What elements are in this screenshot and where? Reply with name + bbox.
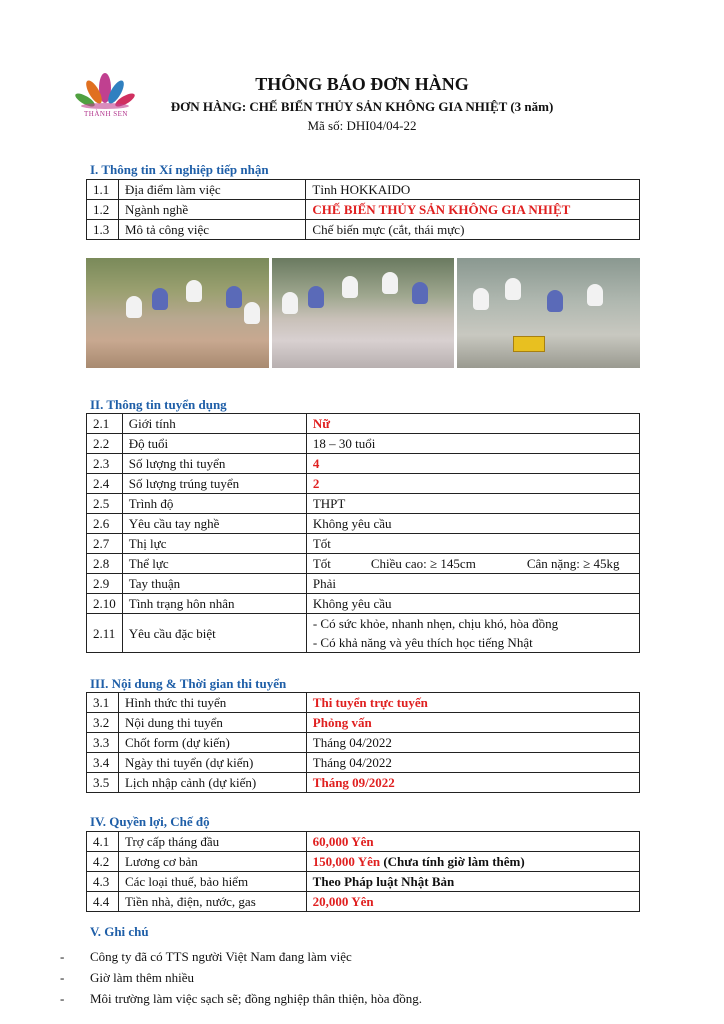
table-row xyxy=(87,554,640,574)
row-value: 60,000 Yên xyxy=(306,832,639,852)
salary-note: (Chưa tính giờ làm thêm) xyxy=(383,854,525,869)
row-number: 2.11 xyxy=(87,614,123,653)
row-value: Tháng 04/2022 xyxy=(306,753,639,773)
table-row xyxy=(87,594,640,614)
row-value xyxy=(306,614,639,653)
row-label: Tình trạng hôn nhân xyxy=(122,594,306,614)
row-number: 1.3 xyxy=(87,220,119,240)
factory-photo-3 xyxy=(457,258,640,368)
row-number: 2.8 xyxy=(87,554,123,574)
row-number: 3.5 xyxy=(87,773,119,793)
row-number: 2.6 xyxy=(87,514,123,534)
row-value: Tốt xyxy=(306,534,639,554)
table-row xyxy=(87,892,640,912)
row-number: 2.5 xyxy=(87,494,123,514)
section-2-table xyxy=(86,413,640,653)
bullet-dash: - xyxy=(60,991,65,1006)
row-value: Phỏng vấn xyxy=(306,713,639,733)
row-value: Không yêu cầu xyxy=(306,514,639,534)
row-label: Ngày thi tuyển (dự kiến) xyxy=(118,753,306,773)
table-row xyxy=(87,474,640,494)
row-label: Mô tả công việc xyxy=(118,220,305,240)
row-label: Chốt form (dự kiến) xyxy=(118,733,306,753)
row-label: Số lượng trúng tuyển xyxy=(122,474,306,494)
row-value: THPT xyxy=(306,494,639,514)
row-value: 18 – 30 tuổi xyxy=(306,434,639,454)
row-number: 4.3 xyxy=(87,872,119,892)
section-5-heading: V. Ghi chú xyxy=(90,924,149,939)
table-row xyxy=(87,414,640,434)
special-requirement-2: - Có khả năng và yêu thích học tiếng Nhật xyxy=(312,635,533,650)
row-label: Lịch nhập cảnh (dự kiến) xyxy=(118,773,306,793)
row-number: 2.1 xyxy=(87,414,123,434)
row-number: 2.9 xyxy=(87,574,123,594)
table-row xyxy=(87,454,640,474)
note-text: Môi trường làm việc sạch sẽ; đồng nghiệp thân thiện, hòa đồng. xyxy=(90,991,422,1006)
row-label: Ngành nghề xyxy=(118,200,305,220)
row-number: 3.2 xyxy=(87,713,119,733)
row-number: 4.1 xyxy=(87,832,119,852)
table-row xyxy=(87,494,640,514)
section-3-heading: III. Nội dung & Thời gian thi tuyển xyxy=(90,676,287,691)
factory-photo-2 xyxy=(272,258,455,368)
note-text: Công ty đã có TTS người Việt Nam đang làm việc xyxy=(90,949,352,964)
row-number: 4.4 xyxy=(87,892,119,912)
row-value: Thi tuyển trực tuyến xyxy=(306,693,639,713)
row-label: Trình độ xyxy=(122,494,306,514)
page-title: THÔNG BÁO ĐƠN HÀNG xyxy=(255,74,469,94)
table-row xyxy=(87,852,640,872)
row-value: 20,000 Yên xyxy=(306,892,639,912)
list-item xyxy=(60,967,422,988)
row-value: Nữ xyxy=(306,414,639,434)
row-label: Thể lực xyxy=(122,554,306,574)
row-number: 2.2 xyxy=(87,434,123,454)
section-2-heading: II. Thông tin tuyển dụng xyxy=(90,397,227,412)
row-number: 3.4 xyxy=(87,753,119,773)
height-requirement: Chiều cao: ≥ 145cm xyxy=(370,556,476,571)
row-label: Yêu cầu tay nghề xyxy=(122,514,306,534)
table-row xyxy=(87,872,640,892)
factory-photos xyxy=(86,258,640,368)
row-label: Giới tính xyxy=(122,414,306,434)
table-row xyxy=(87,832,640,852)
order-subtitle: ĐƠN HÀNG: CHẾ BIẾN THỦY SẢN KHÔNG GIA NHIỆT (3 năm) xyxy=(170,99,554,114)
section-4-table xyxy=(86,831,640,912)
row-value: Tháng 04/2022 xyxy=(306,733,639,753)
row-value xyxy=(306,554,639,574)
table-row xyxy=(87,574,640,594)
row-number: 1.2 xyxy=(87,200,119,220)
row-label: Địa điểm làm việc xyxy=(118,180,305,200)
table-row xyxy=(87,753,640,773)
row-number: 3.3 xyxy=(87,733,119,753)
row-number: 3.1 xyxy=(87,693,119,713)
order-code: Mã số: DHI04/04-22 xyxy=(307,118,417,133)
table-row xyxy=(87,614,640,653)
table-row xyxy=(87,534,640,554)
row-value: 2 xyxy=(306,474,639,494)
row-value: Chế biến mực (cắt, thái mực) xyxy=(306,220,640,240)
row-value: Phải xyxy=(306,574,639,594)
row-number: 1.1 xyxy=(87,180,119,200)
factory-photo-1 xyxy=(86,258,269,368)
row-label: Hình thức thi tuyển xyxy=(118,693,306,713)
row-label: Các loại thuế, bảo hiểm xyxy=(118,872,306,892)
table-row xyxy=(87,773,640,793)
row-number: 2.3 xyxy=(87,454,123,474)
table-row xyxy=(87,514,640,534)
row-label: Thị lực xyxy=(122,534,306,554)
row-label: Số lượng thi tuyển xyxy=(122,454,306,474)
bullet-dash: - xyxy=(60,949,65,964)
row-value xyxy=(306,852,639,872)
row-value: Không yêu cầu xyxy=(306,594,639,614)
row-label: Lương cơ bản xyxy=(118,852,306,872)
fitness-value: Tốt xyxy=(312,556,331,571)
row-number: 2.7 xyxy=(87,534,123,554)
list-item xyxy=(60,946,422,967)
row-number: 2.4 xyxy=(87,474,123,494)
salary-value: 150,000 Yên xyxy=(312,854,381,869)
table-row xyxy=(87,713,640,733)
row-number: 2.10 xyxy=(87,594,123,614)
special-requirement-1: - Có sức khỏe, nhanh nhẹn, chịu khó, hòa đồng xyxy=(312,616,559,631)
row-label: Nội dung thi tuyển xyxy=(118,713,306,733)
section-1-table xyxy=(86,179,640,240)
table-row xyxy=(87,733,640,753)
row-label: Yêu cầu đặc biệt xyxy=(122,614,306,653)
row-value: 4 xyxy=(306,454,639,474)
row-label: Tay thuận xyxy=(122,574,306,594)
row-number: 4.2 xyxy=(87,852,119,872)
row-value: Tháng 09/2022 xyxy=(306,773,639,793)
table-row xyxy=(87,693,640,713)
section-4-heading: IV. Quyền lợi, Chế độ xyxy=(90,814,210,829)
note-text: Giờ làm thêm nhiều xyxy=(90,970,194,985)
row-value: CHẾ BIẾN THỦY SẢN KHÔNG GIA NHIỆT xyxy=(306,200,640,220)
weight-requirement: Cân nặng: ≥ 45kg xyxy=(526,556,620,571)
row-value: Tỉnh HOKKAIDO xyxy=(306,180,640,200)
notes-list xyxy=(60,946,422,1009)
table-row xyxy=(87,434,640,454)
section-3-table xyxy=(86,692,640,793)
list-item xyxy=(60,988,422,1009)
row-label: Tiền nhà, điện, nước, gas xyxy=(118,892,306,912)
bullet-dash: - xyxy=(60,970,65,985)
row-value: Theo Pháp luật Nhật Bản xyxy=(306,872,639,892)
table-row xyxy=(87,220,640,240)
section-1-heading: I. Thông tin Xí nghiệp tiếp nhận xyxy=(90,162,269,177)
logo-text: THÀNH SEN xyxy=(84,110,128,118)
row-label: Trợ cấp tháng đầu xyxy=(118,832,306,852)
table-row xyxy=(87,200,640,220)
row-label: Độ tuổi xyxy=(122,434,306,454)
table-row xyxy=(87,180,640,200)
